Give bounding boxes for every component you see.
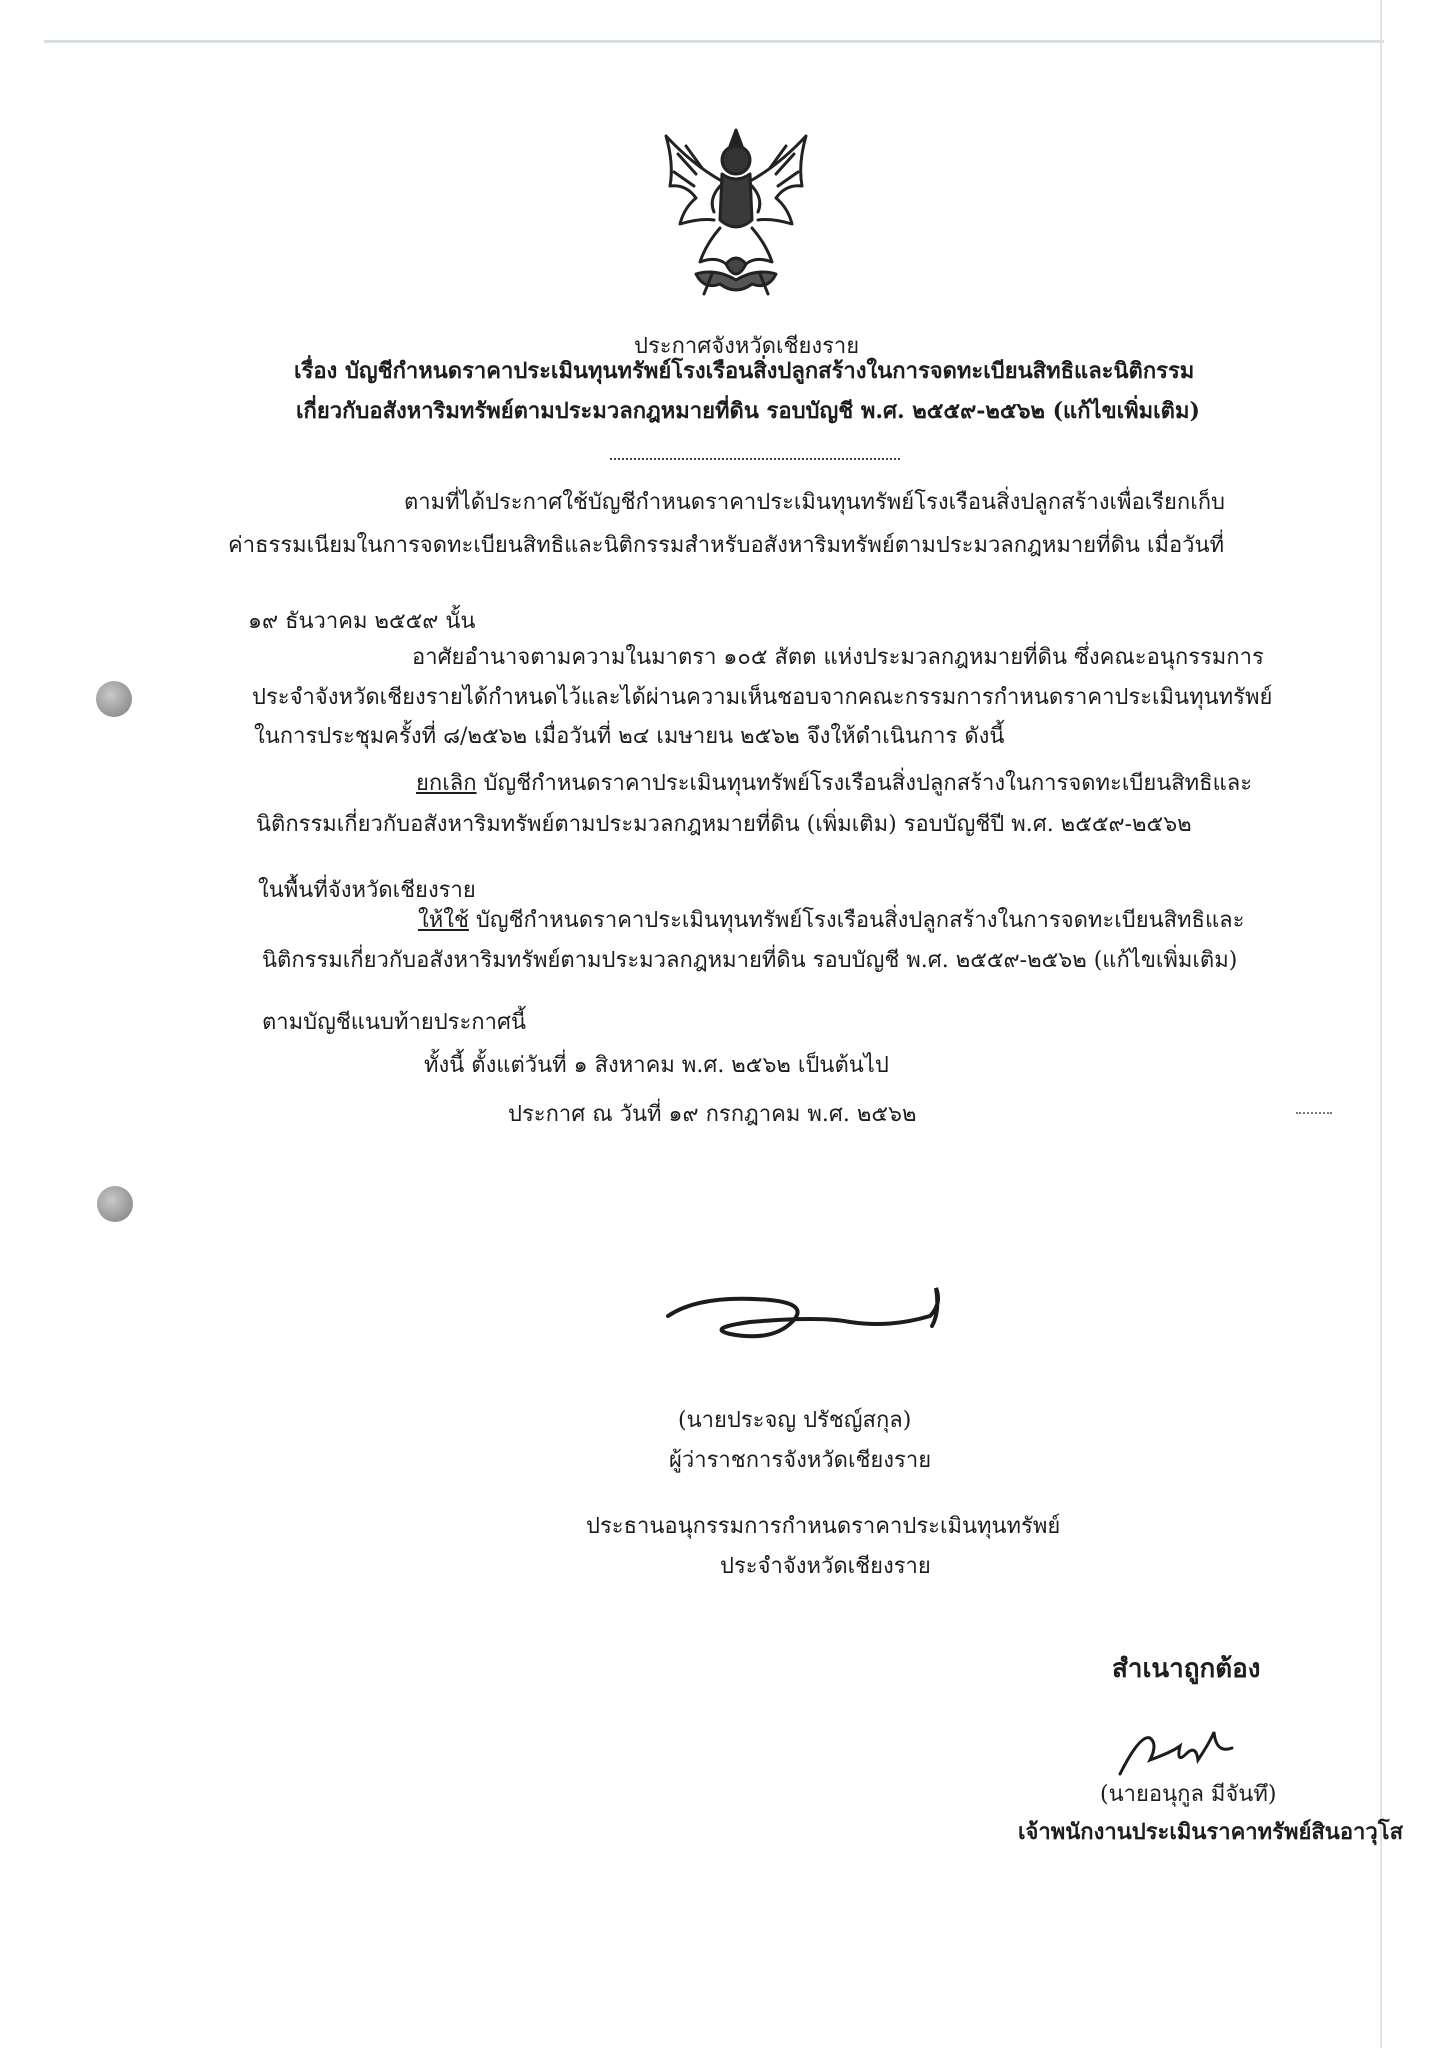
p2-line-2: ประจำจังหวัดเชียงรายได้กำหนดไว้และได้ผ่านความเห็นชอบจากคณะกรรมการกำหนดราคาประเมินทุนทรัพย์ [252,685,1273,710]
punch-hole-top [96,681,132,717]
p4-line-1-text: บัญชีกำหนดราคาประเมินทุนทรัพย์โรงเรือนสิ่งปลูกสร้างในการจดทะเบียนสิทธิและ [468,908,1245,933]
effective-date: ทั้งนี้ ตั้งแต่วันที่ ๑ สิงหาคม พ.ศ. ๒๕๖๒ เป็นต้นไป [424,1053,889,1078]
p3-lead-cancel: ยกเลิก [416,771,477,796]
scan-top-rule [44,40,1384,43]
announced-date: ประกาศ ณ วันที่ ๑๙ กรกฎาคม พ.ศ. ๒๕๖๒ [508,1102,917,1127]
certifier-signature [1110,1724,1260,1784]
punch-hole-bottom [97,1186,133,1222]
margin-dots [1296,1112,1332,1114]
p1-line-2: ค่าธรรมเนียมในการจดทะเบียนสิทธิและนิติกรรมสำหรับอสังหาริมทรัพย์ตามประมวลกฎหมายที่ดิน เมื่อวันที่ [228,533,1225,558]
p2-line-3: ในการประชุมครั้งที่ ๘/๒๕๖๒ เมื่อวันที่ ๒๔ เมษายน ๒๕๖๒ จึงให้ดำเนินการ ดังนี้ [254,724,1005,749]
p4-line-3: ตามบัญชีแนบท้ายประกาศนี้ [262,1010,526,1035]
signatory-role-1: ประธานอนุกรรมการกำหนดราคาประเมินทุนทรัพย์ [586,1514,1061,1539]
p3-line-2: นิติกรรมเกี่ยวกับอสังหาริมทรัพย์ตามประมวลกฎหมายที่ดิน (เพิ่มเติม) รอบบัญชีปี พ.ศ. ๒๕๕๙-๒๕๖๒ [256,812,1192,837]
certifier-position: เจ้าพนักงานประเมินราคาทรัพย์สินอาวุโส [1018,1819,1403,1845]
p4-line-2: นิติกรรมเกี่ยวกับอสังหาริมทรัพย์ตามประมวลกฎหมายที่ดิน รอบบัญชี พ.ศ. ๒๕๕๙-๒๕๖๒ (แก้ไขเพิ่มเติม) [262,948,1238,973]
p2-line-1: อาศัยอำนาจตามความในมาตรา ๑๐๕ สัตต แห่งประมวลกฎหมายที่ดิน ซึ่งคณะอนุกรรมการ [412,645,1264,670]
subject-line-1: เรื่อง บัญชีกำหนดราคาประเมินทุนทรัพย์โรงเรือนสิ่งปลูกสร้างในการจดทะเบียนสิทธิและนิติกรรม [294,358,1195,384]
subject-line-2: เกี่ยวกับอสังหาริมทรัพย์ตามประมวลกฎหมายที่ดิน รอบบัญชี พ.ศ. ๒๕๕๙-๒๕๖๒ (แก้ไขเพิ่มเติม) [296,398,1200,424]
scan-right-edge [1380,0,1382,2048]
p1-line-1: ตามที่ได้ประกาศใช้บัญชีกำหนดราคาประเมินทุนทรัพย์โรงเรือนสิ่งปลูกสร้างเพื่อเรียกเก็บ [404,490,1226,515]
signatory-name: (นายประจญ ปรัชญ์สกุล) [678,1408,912,1433]
p3-line-1-text: บัญชีกำหนดราคาประเมินทุนทรัพย์โรงเรือนสิ่งปลูกสร้างในการจดทะเบียนสิทธิและ [476,771,1253,796]
announcement-title: ประกาศจังหวัดเชียงราย [634,334,860,359]
p4-line-1 [418,906,1244,936]
p4-lead-use: ให้ใช้ [418,908,469,933]
separator-dots [610,458,900,460]
p3-line-3: ในพื้นที่จังหวัดเชียงราย [258,878,476,903]
certifier-name: (นายอนุกูล มีจันทึ) [1100,1782,1277,1807]
certified-copy-label: สำเนาถูกต้อง [1112,1654,1261,1684]
governor-signature [660,1282,960,1352]
garuda-emblem-icon [656,124,816,300]
p1-line-3: ๑๙ ธันวาคม ๒๕๕๙ นั้น [248,609,476,634]
signatory-role-2: ประจำจังหวัดเชียงราย [720,1554,931,1579]
p3-line-1 [416,769,1252,799]
signatory-position: ผู้ว่าราชการจังหวัดเชียงราย [669,1448,932,1473]
